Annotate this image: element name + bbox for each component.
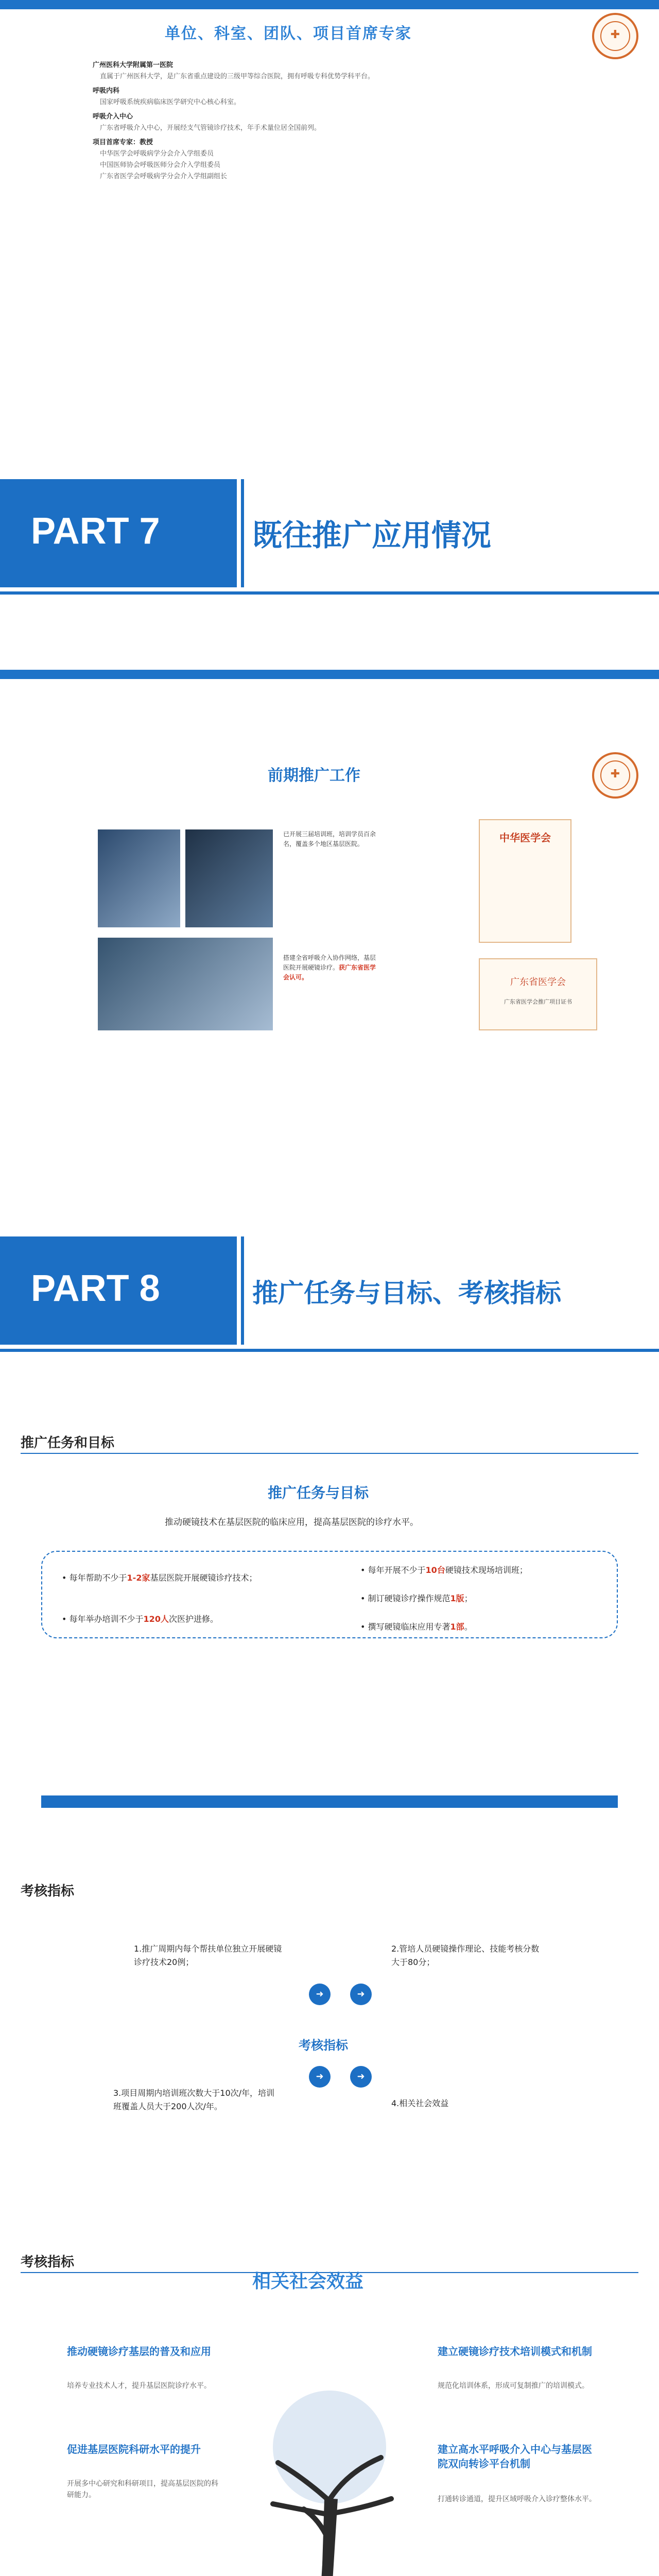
arrow-icon: ➜ <box>309 1984 331 2005</box>
benefit-left-1-text: 培养专业技术人才，提升基层医院诊疗水平。 <box>67 2382 211 2390</box>
arrow-icon: ➜ <box>350 2066 372 2088</box>
assessment-diagram <box>0 1880 659 2215</box>
part-title: 既往推广应用情况 <box>252 518 492 553</box>
benefit-right-1-title: 建立硬镜诊疗技术培训模式和机制 <box>438 2345 592 2358</box>
expert-heading: 广州医科大学附属第一医院 <box>93 61 174 69</box>
assess-item-1: 1.推广周期内每个帮扶单位独立开展硬镜诊疗技术20例； <box>134 1944 282 1967</box>
note-training: 已开展三届培训班，培训学员百余名，覆盖多个地区基层医院。 <box>283 831 376 848</box>
cert-title: 中华医学会 <box>499 832 551 844</box>
assess-item-2: 2.管培人员硬镜操作理论、技能考核分数大于80分； <box>391 1944 540 1967</box>
part8-banner <box>0 1236 659 1345</box>
header-line <box>21 1453 638 1454</box>
assess-item-4: 4.相关社会效益 <box>391 2098 449 2108</box>
slide-tasks <box>0 1432 659 1899</box>
goal-text: 推动硬镜技术在基层医院的临床应用，提高基层医院的诊疗水平。 <box>165 1517 419 1528</box>
certificate-1 <box>479 819 571 943</box>
base-bar <box>41 1795 618 1808</box>
expert-heading: 呼吸介入中心 <box>93 113 133 121</box>
expert-line: 国家呼吸系统疾病临床医学研究中心核心科室。 <box>100 98 241 106</box>
expert-line: 中华医学会呼吸病学分会介入学组委员 <box>100 150 214 158</box>
slide-experts <box>0 0 659 206</box>
task-item: • 每年帮助不少于1-2家基层医院开展硬镜诊疗技术； <box>62 1573 257 1583</box>
task-item: • 每年举办培训不少于120人次医护进修。 <box>62 1614 218 1624</box>
arrow-icon: ➜ <box>309 2066 331 2088</box>
top-bar <box>0 0 659 9</box>
expert-heading: 项目首席专家：教授 <box>93 139 153 146</box>
slide-title: 单位、科室、团队、项目首席专家 <box>165 25 412 43</box>
slide-early-work <box>0 670 659 1051</box>
cert-sub: 广东省医学会 <box>510 977 566 988</box>
hospital-seal-icon: ✚ <box>592 13 638 59</box>
assess-item-3: 3.项目周期内培训班次数大于10次/年，培训班覆盖人员大于200人次/年。 <box>113 2088 275 2111</box>
task-item: • 每年开展不少于10台硬镜技术现场培训班； <box>360 1565 528 1575</box>
part7-banner <box>0 479 659 587</box>
task-item: • 撰写硬镜临床应用专著1部。 <box>360 1622 473 1632</box>
benefit-right-2-title: 建立高水平呼吸介入中心与基层医院双向转诊平台机制 <box>438 2443 592 2470</box>
expert-line: 广东省医学会呼吸病学分会介入学组副组长 <box>100 173 228 180</box>
expert-line: 直属于广州医科大学，是广东省重点建设的三级甲等综合医院，拥有呼吸专科优势学科平台。 <box>100 73 375 80</box>
section-header: 推广任务和目标 <box>21 1435 115 1451</box>
slide-subtitle: 前期推广工作 <box>268 767 360 785</box>
cert-caption: 广东省医学会推广项目证书 <box>504 998 572 1005</box>
assess-center-title: 考核指标 <box>299 2038 348 2053</box>
section-header: 考核指标 <box>21 2255 75 2270</box>
expert-line: 中国医师协会呼吸医师分会介入学组委员 <box>100 161 221 169</box>
expert-heading: 呼吸内科 <box>93 87 120 95</box>
benefit-left-2-title: 促进基层医院科研水平的提升 <box>67 2443 201 2455</box>
task-item: • 制订硬镜诊疗操作规范1版； <box>360 1594 473 1603</box>
surgery-photo <box>98 938 273 1030</box>
benefit-right-1-text: 规范化培训体系，形成可复制推广的培训模式。 <box>438 2382 589 2390</box>
tree-icon <box>242 2385 417 2576</box>
part-title: 推广任务与目标、考核指标 <box>252 1278 561 1308</box>
note-network: 搭建全省呼吸介入协作网络，基层医院开展硬镜诊疗。获广东省医学会认可。 <box>283 954 376 981</box>
slide-subtitle: 推广任务与目标 <box>268 1484 369 1501</box>
benefit-title: 相关社会效益 <box>252 2271 364 2292</box>
top-bar <box>0 670 659 679</box>
lecture-photo <box>98 829 180 927</box>
slide-benefit <box>0 2231 659 2576</box>
expert-line: 广东省呼吸介入中心，开展经支气管镜诊疗技术，年手术量位居全国前列。 <box>100 124 321 132</box>
goal-frame <box>41 1551 618 1638</box>
part-label: PART 7 <box>31 511 160 552</box>
benefit-left-2-text: 开展多中心研究和科研项目，提高基层医院的科研能力。 <box>67 2480 218 2499</box>
assess-header: 考核指标 <box>21 1884 75 1899</box>
arrow-icon: ➜ <box>350 1984 372 2005</box>
hospital-seal-icon: ✚ <box>592 752 638 799</box>
doctor-photo <box>185 829 273 927</box>
benefit-right-2-text: 打通转诊通道，提升区域呼吸介入诊疗整体水平。 <box>438 2495 596 2503</box>
benefit-left-1-title: 推动硬镜诊疗基层的普及和应用 <box>67 2345 211 2358</box>
certificate-2 <box>479 958 597 1030</box>
part-label: PART 8 <box>31 1268 160 1309</box>
expert-lines <box>93 57 556 182</box>
